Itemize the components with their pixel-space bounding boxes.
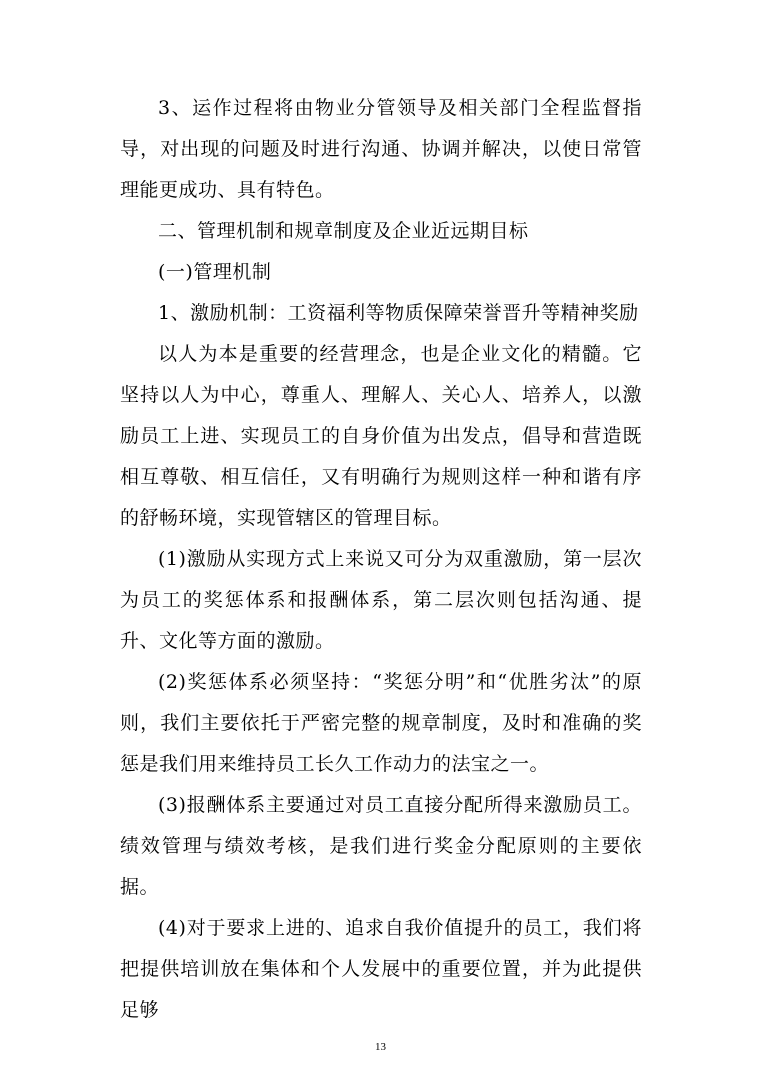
- page-number: 13: [375, 1041, 386, 1053]
- paragraph-incentive-2: (2)奖惩体系必须坚持：“奖惩分明”和“优胜劣汰”的原则，我们主要依托于严密完整的规章制度，及时和准确的奖惩是我们用来维持员工长久工作动力的法宝之一。: [120, 671, 642, 775]
- paragraph-incentive-3: (3)报酬体系主要通过对员工直接分配所得来激励员工。绩效管理与绩效考核，是我们进行奖金分配原则的主要依据。: [120, 794, 642, 898]
- paragraph-people-oriented: 以人为本是重要的经营理念，也是企业文化的精髓。它坚持以人为中心，尊重人、理解人、关心人、培养人，以激励员工上进、实现员工的自身价值为出发点，倡导和营造既相互尊敬、相互信任，又有明确行为规则这样一种和谐有序的舒畅环境，实现管辖区的管理目标。: [120, 343, 642, 529]
- item-heading-incentive: 1、激励机制：工资福利等物质保障荣誉晋升等精神奖励: [158, 302, 639, 324]
- subsection-heading-mechanism: (一)管理机制: [158, 261, 272, 283]
- document-body: [120, 88, 642, 1031]
- section-heading-management: 二、管理机制和规章制度及企业近远期目标: [158, 220, 529, 242]
- paragraph-incentive-4: (4)对于要求上进的、追求自我价值提升的员工，我们将把提供培训放在集体和个人发展中的重要位置，并为此提供足够: [120, 917, 642, 1021]
- paragraph-supervision: 3、运作过程将由物业分管领导及相关部门全程监督指导，对出现的问题及时进行沟通、协调并解决，以使日常管理能更成功、具有特色。: [120, 97, 642, 201]
- paragraph-incentive-1: (1)激励从实现方式上来说又可分为双重激励，第一层次为员工的奖惩体系和报酬体系，第二层次则包括沟通、提升、文化等方面的激励。: [120, 548, 642, 652]
